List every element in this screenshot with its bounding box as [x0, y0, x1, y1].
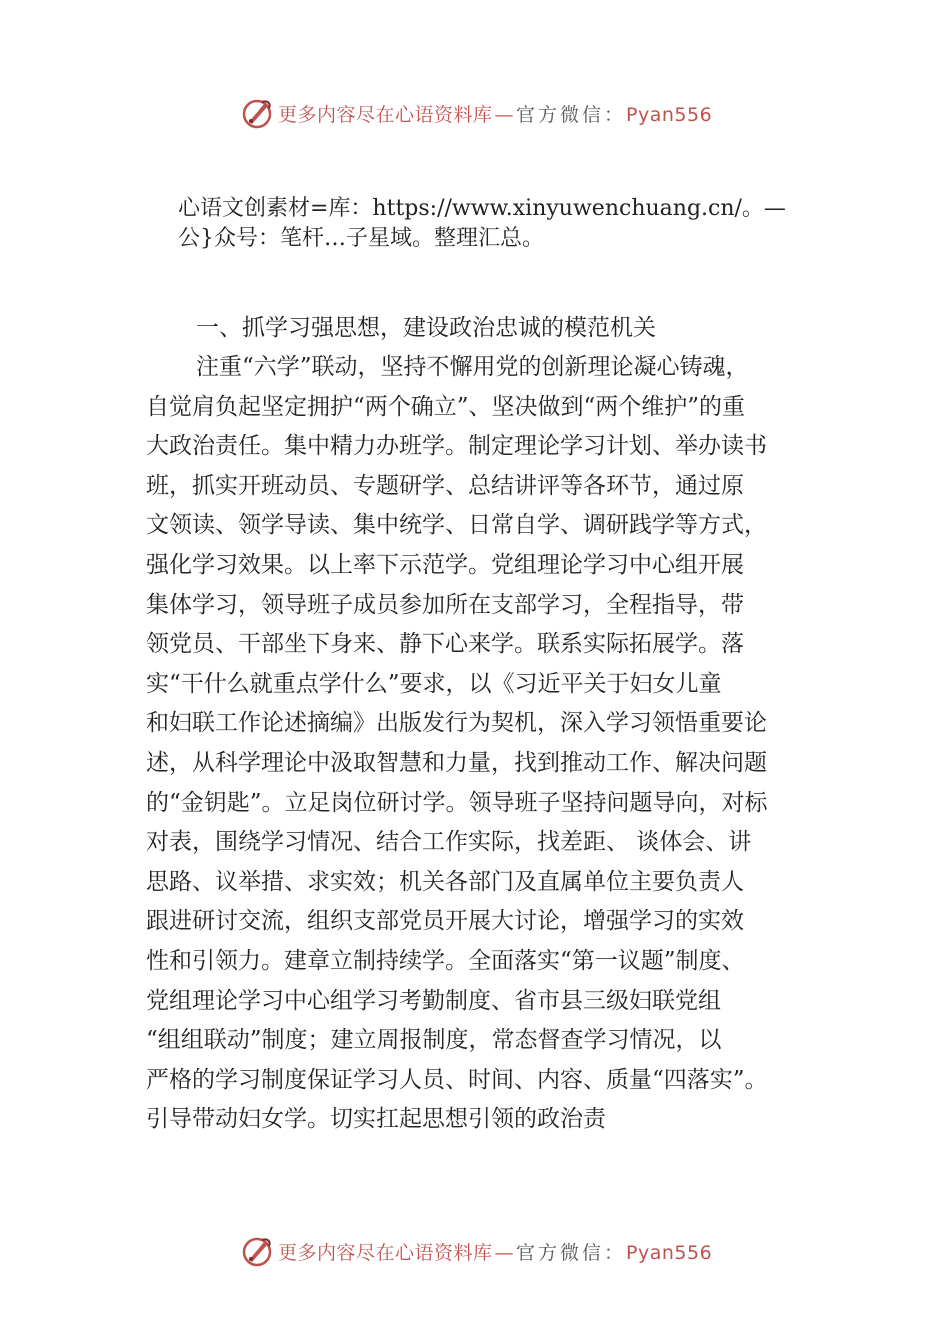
banner-text: [278, 1238, 712, 1265]
source-line: 心语文创素材=库：https://www.xinyuwenchuang.cn/。—: [178, 196, 786, 221]
wechat-id: Pyan556: [626, 104, 713, 126]
wechat-label: 官方微信：: [516, 1242, 627, 1264]
section-content: [146, 308, 846, 1140]
body-line: 大政治责任。集中精力办班学。制定理论学习计划、举办读书: [146, 433, 767, 460]
quill-pen-seal-icon: [240, 1234, 274, 1268]
body-line: 和妇联工作论述摘编》出版发行为契机，深入学习领悟重要论: [146, 710, 767, 737]
body-line: 班，抓实开班动员、专题研学、总结讲评等各环节，通过原: [146, 472, 744, 499]
body-line: 对表，围绕学习情况、结合工作实际，找差距、 谈体会、讲: [146, 829, 752, 856]
brand-text: 更多内容尽在心语资料库: [278, 104, 493, 126]
wechat-id: Pyan556: [626, 1242, 713, 1264]
body-line: 实“干什么就重点学什么”要求，以《习近平关于妇女儿童: [146, 670, 722, 697]
separator: —: [494, 1242, 515, 1264]
body-line: 性和引领力。建章立制持续学。全面落实“第一议题”制度、: [146, 947, 745, 974]
body-line: 集体学习，领导班子成员参加所在支部学习，全程指导，带: [146, 591, 744, 618]
footer-banner: [0, 1232, 950, 1272]
quill-pen-seal-icon: [240, 96, 274, 130]
body-line: 的“金钥匙”。立足岗位研讨学。领导班子坚持问题导向，对标: [146, 789, 768, 816]
body-line: 党组理论学习中心组学习考勤制度、省市县三级妇联党组: [146, 987, 721, 1014]
body-line: 跟进研讨交流，组织支部党员开展大讨论，增强学习的实效: [146, 908, 744, 935]
banner-text: [278, 100, 712, 127]
wechat-label: 官方微信：: [516, 104, 627, 126]
body-line: 领党员、干部坐下身来、静下心来学。联系实际拓展学。落: [146, 631, 744, 658]
body-line: 严格的学习制度保证学习人员、时间、内容、质量“四落实”。: [146, 1066, 768, 1093]
body-line: 文领读、领学导读、集中统学、日常自学、调研践学等方式，: [146, 512, 767, 539]
source-note: [178, 194, 838, 254]
separator: —: [494, 104, 515, 126]
body-line: “组组联动”制度；建立周报制度，常态督查学习情况，以: [146, 1027, 722, 1054]
body-line: 强化学习效果。以上率下示范学。党组理论学习中心组开展: [146, 551, 744, 578]
body-line: 思路、议举措、求实效；机关各部门及直属单位主要负责人: [146, 868, 744, 895]
section-heading: 一、抓学习强思想，建设政治忠诚的模范机关: [196, 315, 656, 341]
brand-text: 更多内容尽在心语资料库: [278, 1242, 493, 1264]
body-line: 述，从科学理论中汲取智慧和力量，找到推动工作、解决问题: [146, 749, 767, 776]
header-banner: [0, 94, 950, 134]
body-line: 引导带动妇女学。切实扛起思想引领的政治责: [146, 1106, 606, 1133]
body-line: 自觉肩负起坚定拥护“两个确立”、坚决做到“两个维护”的重: [146, 393, 746, 420]
source-line: 公}众号：笔杆…子星域。整理汇总。: [178, 226, 544, 251]
body-line: 注重“六学”联动，坚持不懈用党的创新理论凝心铸魂，: [196, 354, 749, 380]
